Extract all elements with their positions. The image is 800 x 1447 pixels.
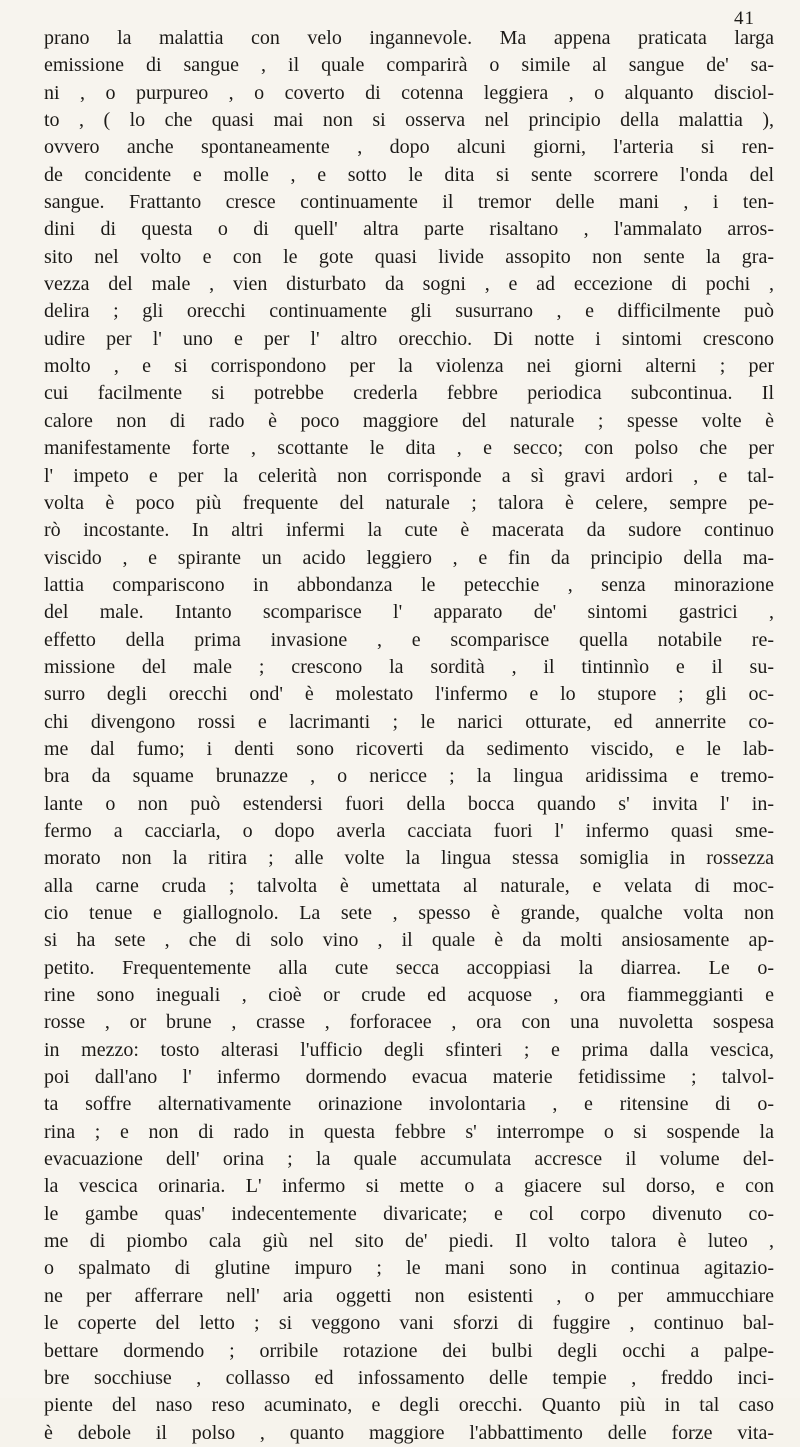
text-line: delira ; gli orecchi continuamente gli susurrano , e difficilmente può bbox=[44, 300, 774, 323]
body-text bbox=[44, 25, 774, 1447]
text-line: vezza del male , vien disturbato da sogni , e ad eccezione di pochi , bbox=[44, 273, 774, 296]
text-line: udire per l' uno e per l' altro orecchio. Di notte i sintomi crescono bbox=[44, 327, 774, 350]
text-line: calore non di rado è poco maggiore del naturale ; spesse volte è bbox=[44, 409, 774, 432]
text-line: in mezzo: tosto alterasi l'ufficio degli sfinteri ; e prima dalla vescica, bbox=[44, 1038, 774, 1061]
text-line: emissione di sangue , il quale comparirà o simile al sangue de' sa- bbox=[44, 54, 774, 77]
text-line: cui facilmente si potrebbe crederla febbre periodica subcontinua. Il bbox=[44, 382, 774, 405]
text-line: o spalmato di glutine impuro ; le mani sono in continua agitazio- bbox=[44, 1257, 774, 1280]
text-line: petito. Frequentemente alla cute secca accoppiasi la diarrea. Le o- bbox=[44, 956, 774, 979]
text-line: le gambe quas' indecentemente divaricate; e col corpo divenuto co- bbox=[44, 1202, 774, 1225]
text-line: l' impeto e per la celerità non corrisponde a sì gravi ardori , e tal- bbox=[44, 464, 774, 487]
text-line: piente del naso reso acuminato, e degli orecchi. Quanto più in tal caso bbox=[44, 1394, 774, 1417]
text-line: ovvero anche spontaneamente , dopo alcuni giorni, l'arteria si ren- bbox=[44, 136, 774, 159]
text-line: to , ( lo che quasi mai non si osserva nel principio della malattia ), bbox=[44, 109, 774, 132]
text-line: bra da squame brunazze , o nericce ; la lingua aridissima e tremo- bbox=[44, 765, 774, 788]
text-line: ta soffre alternativamente orinazione involontaria , e ritensine di o- bbox=[44, 1093, 774, 1116]
text-line: si ha sete , che di solo vino , il quale è da molti ansiosamente ap- bbox=[44, 929, 774, 952]
text-line: me di piombo cala giù nel sito de' piedi. Il volto talora è luteo , bbox=[44, 1230, 774, 1253]
text-line: prano la malattia con velo ingannevole. Ma appena praticata larga bbox=[44, 27, 774, 49]
text-line: cio tenue e giallognolo. La sete , spesso è grande, qualche volta non bbox=[44, 902, 774, 924]
text-line: fermo a cacciarla, o dopo averla cacciata fuori l' infermo quasi sme- bbox=[44, 819, 774, 842]
text-line: surro degli orecchi ond' è molestato l'infermo e lo stupore ; gli oc- bbox=[44, 683, 774, 706]
text-line: missione del male ; crescono la sordità , il tintinnìo e il su- bbox=[44, 655, 774, 678]
text-line: de concidente e molle , e sotto le dita si sente scorrere l'onda del bbox=[44, 163, 774, 186]
text-line: dini di questa o di quell' altra parte risaltano , l'ammalato arros- bbox=[44, 218, 774, 241]
text-line: rina ; e non di rado in questa febbre s' interrompe o si sospende la bbox=[44, 1120, 774, 1143]
text-line: alla carne cruda ; talvolta è umettata al naturale, e velata di moc- bbox=[44, 874, 774, 897]
text-line: ne per afferrare nell' aria oggetti non esistenti , o per ammucchiare bbox=[44, 1284, 774, 1307]
text-line: rine sono ineguali , cioè or crude ed acquose , ora fiammeggianti e bbox=[44, 984, 774, 1007]
text-line: volta è poco più frequente del naturale ; talora è celere, sempre pe- bbox=[44, 491, 774, 514]
text-line: effetto della prima invasione , e scomparisce quella notabile re- bbox=[44, 628, 774, 651]
text-line: rò incostante. In altri infermi la cute è macerata da sudore continuo bbox=[44, 519, 774, 542]
text-line: ni , o purpureo , o coverto di cotenna leggiera , o alquanto disciol- bbox=[44, 81, 774, 104]
text-line: sangue. Frattanto cresce continuamente il tremor delle mani , i ten- bbox=[44, 191, 774, 214]
text-line: poi dall'ano l' infermo dormendo evacua materie fetidissime ; talvol- bbox=[44, 1066, 774, 1089]
text-line: le coperte del letto ; si veggono vani sforzi di fuggire , continuo bal- bbox=[44, 1312, 774, 1335]
text-line: molto , e si corrispondono per la violenza nei giorni alterni ; per bbox=[44, 355, 774, 378]
text-line: morato non la ritira ; alle volte la lingua stessa somiglia in rossezza bbox=[44, 847, 774, 870]
text-line: sito nel volto e con le gote quasi livide assopito non sente la gra- bbox=[44, 245, 774, 268]
text-line: me dal fumo; i denti sono ricoverti da sedimento viscido, e le lab- bbox=[44, 737, 774, 760]
text-line: manifestamente forte , scottante le dita , e secco; con polso che per bbox=[44, 437, 774, 460]
text-line: viscido , e spirante un acido leggiero , e fin da principio della ma- bbox=[44, 546, 774, 569]
page-number: 41 bbox=[734, 8, 755, 29]
text-line: del male. Intanto scomparisce l' apparato de' sintomi gastrici , bbox=[44, 601, 774, 624]
text-line: lattia compariscono in abbondanza le petecchie , senza minorazione bbox=[44, 573, 774, 596]
text-line: bre socchiuse , collasso ed infossamento delle tempie , freddo inci- bbox=[44, 1366, 774, 1389]
text-line: la vescica orinaria. L' infermo si mette o a giacere sul dorso, e con bbox=[44, 1175, 774, 1198]
text-line: evacuazione dell' orina ; la quale accumulata accresce il volume del- bbox=[44, 1148, 774, 1171]
text-line: bettare dormendo ; orribile rotazione dei bulbi degli occhi a palpe- bbox=[44, 1339, 774, 1362]
text-line: rosse , or brune , crasse , forforacee , ora con una nuvoletta sospesa bbox=[44, 1011, 774, 1034]
text-line: chi divengono rossi e lacrimanti ; le narici otturate, ed annerrite co- bbox=[44, 710, 774, 733]
text-line: lante o non può estendersi fuori della bocca quando s' invita l' in- bbox=[44, 792, 774, 815]
text-line: è debole il polso , quanto maggiore l'abbattimento delle forze vita- bbox=[44, 1421, 774, 1444]
